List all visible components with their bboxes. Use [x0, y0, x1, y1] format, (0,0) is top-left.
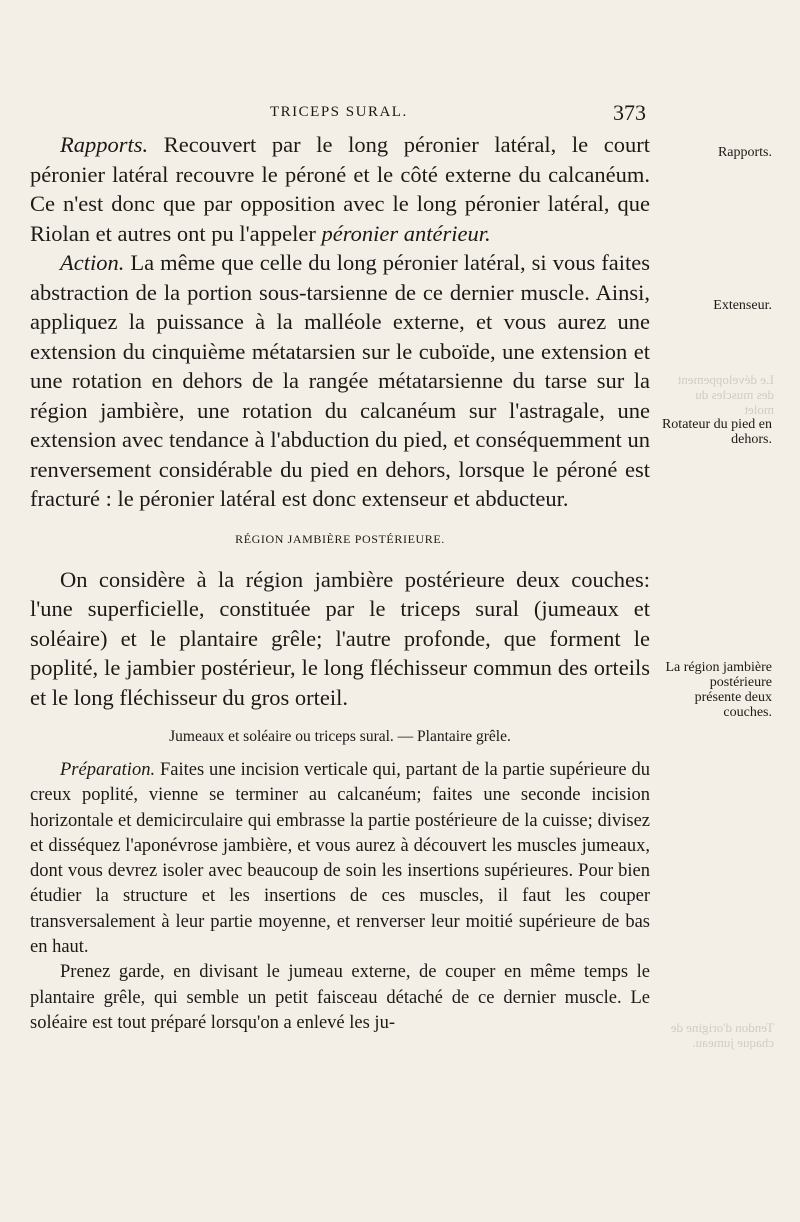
running-title: TRICEPS SURAL. [270, 104, 408, 120]
page-number: 373 [613, 100, 646, 125]
paragraph-rapports [30, 130, 650, 248]
page-header [30, 100, 650, 130]
lead-preparation: Préparation. [60, 760, 156, 780]
paragraph-action [30, 248, 650, 514]
lead-action: Action. [60, 250, 125, 275]
paragraph-prenez: Prenez garde, en divisant le jumeau externe, de couper en même temps le plantaire grêle, qui semble un petit faisceau détaché de ce dernier muscle. Le soléaire est tout préparé lorsqu'on a enlevé les ju- [30, 962, 650, 1033]
margin-note-region: La région jambière postérieure présente deux couches. [665, 660, 772, 720]
bleed-through-tendon: Tendon d'origine de chaque jumeau. [670, 1020, 774, 1050]
subheading: Jumeaux et soléaire ou triceps sural. — Plantaire grêle. [169, 728, 511, 745]
margin-note-rapports: Rapports. [717, 145, 772, 160]
text-action: La même que celle du long péronier latéral, si vous faites abstraction de la portion sous-tarsienne de ce dernier muscle. Ainsi, appliquez la puissance à la malléole externe, et vous aurez une extension du cinquième métatarsien sur le cuboïde, une extension et une rotation en dehors de la rangée métatarsienne du tarse sur la région jambière, une rotation du calcanéum sur l'astragale, une extension avec tendance à l'abduction du pied, et conséquemment un renversement considérable du pied en dehors, lorsque le péroné est fracturé : le péronier latéral est donc extenseur et abducteur. [30, 250, 650, 511]
margin-note-rotateur: Rotateur du pied en dehors. [661, 417, 772, 447]
body-text [30, 130, 650, 1036]
section-heading: RÉGION JAMBIÈRE POSTÉRIEURE. [235, 531, 445, 546]
paragraph-region: On considère à la région jambière postérieure deux couches: l'une superficielle, constituée par le triceps sural (jumeaux et soléaire) et le plantaire grêle; l'autre profonde, que forment le poplité, le jambier postérieur, le long fléchisseur commun des orteils et le long fléchisseur du gros orteil. [30, 566, 650, 710]
italic-peronier-anterieur: péronier antérieur. [321, 220, 491, 246]
text-preparation: Faites une incision verticale qui, partant de la partie supérieure du creux poplité, vienne se terminer au calcanéum; faites une seconde incision horizontale et demicirculaire qui embrasse la partie postérieure de la cuisse; divisez et disséquez l'aponévrose jambière, et vous aurez à découvert les muscles jumeaux, dont vous devrez isoler avec beaucoup de soin les insertions supérieures. Pour bien étudier la structure et les insertions de ces muscles, il faut les couper transversalement à leur partie moyenne, et renverser leur moitié supérieure de bas en haut. [30, 760, 650, 958]
paragraph-preparation [30, 758, 650, 960]
bleed-through-developpement: Le développement des muscles du molet [677, 372, 774, 417]
margin-note-extenseur: Extenseur. [713, 298, 772, 313]
text-rapports: Recouvert par le long péronier latéral, le court péronier latéral recouvre le péroné et le côté externe du calcanéum. Ce n'est donc que par opposition avec le long péronier latéral, que Riolan et autres ont pu l'appeler [30, 132, 650, 246]
lead-rapports: Rapports. [60, 132, 149, 157]
